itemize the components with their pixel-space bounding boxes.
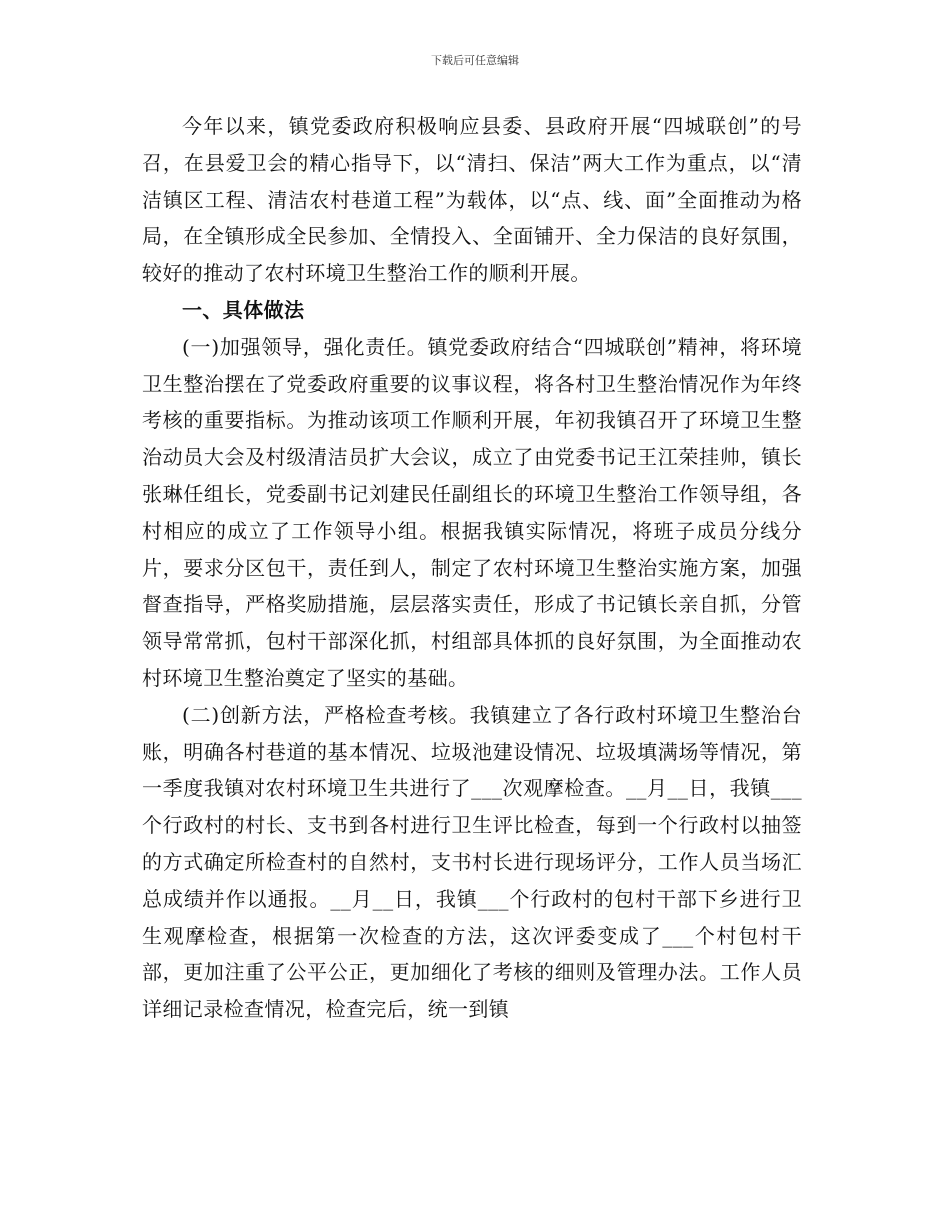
page-header-note: 下载后可任意编辑 [431, 54, 519, 67]
document-body [142, 108, 802, 1028]
intro-paragraph: 今年以来，镇党委政府积极响应县委、县政府开展“四城联创”的号召，在县爱卫会的精心指导下，以“清扫、保洁”两大工作为重点，以“清洁镇区工程、清洁农村巷道工程”为载体，以“点、线、面”全面推动为格局，在全镇形成全民参加、全情投入、全面铺开、全力保洁的良好氛围，较好的推动了农村环境卫生整治工作的顺利开展。 [142, 114, 802, 286]
paragraph-2: (二)创新方法，严格检查考核。我镇建立了各行政村环境卫生整治台账，明确各村巷道的基本情况、垃圾池建设情况、垃圾填满场等情况，第一季度我镇对农村环境卫生共进行了___次观摩检查。__月__日，我镇___个行政村的村长、支书到各村进行卫生评比检查，每到一个行政村以抽签的方式确定所检查村的自然村，支书村长进行现场评分，工作人员当场汇总成绩并作以通报。__月__日，我镇___个行政村的包村干部下乡进行卫生观摩检查，根据第一次检查的方法，这次评委变成了___个村包村干部，更加注重了公平公正，更加细化了考核的细则及管理办法。工作人员详细记录检查情况，检查完后，统一到镇 [142, 702, 802, 1022]
section-heading: 一、具体做法 [182, 297, 305, 322]
paragraph-1: (一)加强领导，强化责任。镇党委政府结合“四城联创”精神，将环境卫生整治摆在了党委政府重要的议事议程，将各村卫生整治情况作为年终考核的重要指标。为推动该项工作顺利开展，年初我镇召开了环境卫生整治动员大会及村级清洁员扩大会议，成立了由党委书记王江荣挂帅，镇长张琳任组长，党委副书记刘建民任副组长的环境卫生整治工作领导组，各村相应的成立了工作领导小组。根据我镇实际情况，将班子成员分线分片，要求分区包干，责任到人，制定了农村环境卫生整治实施方案，加强督查指导，严格奖励措施，层层落实责任，形成了书记镇长亲自抓，分管领导常常抓，包村干部深化抓，村组部具体抓的良好氛围，为全面推动农村环境卫生整治奠定了坚实的基础。 [142, 334, 802, 690]
